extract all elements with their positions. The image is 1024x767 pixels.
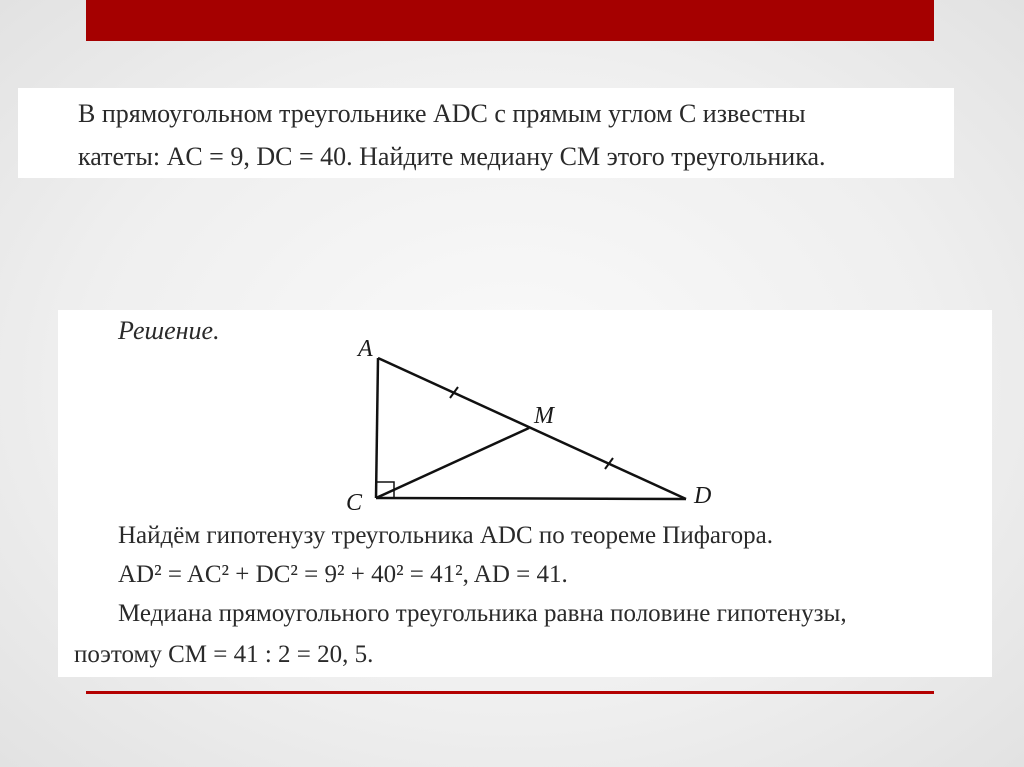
solution-box <box>58 310 992 677</box>
solution-line-4: поэтому CM = 41 : 2 = 20, 5. <box>74 641 374 668</box>
hypotenuse-ad <box>378 358 686 499</box>
side-ac <box>376 358 378 498</box>
solution-line-1: Найдём гипотенузу треугольника ADC по теореме Пифагора. <box>118 522 774 549</box>
solution-line-2: AD² = AC² + DC² = 9² + 40² = 41², AD = 41. <box>118 561 568 588</box>
median-cm <box>376 428 529 498</box>
vertex-label-c: C <box>346 490 363 516</box>
solution-title: Решение. <box>118 316 220 345</box>
top-accent-bar <box>86 0 934 41</box>
bottom-divider-rule <box>86 691 934 694</box>
problem-statement <box>78 92 958 178</box>
side-cd <box>376 498 686 499</box>
solution-line-3: Медиана прямоугольного треугольника равна половине гипотенузы, <box>118 600 847 627</box>
vertex-label-m: M <box>534 403 554 429</box>
vertex-label-d: D <box>694 483 712 509</box>
problem-box <box>18 88 954 178</box>
problem-line-2: катеты: AC = 9, DC = 40. Найдите медиану CM этого треугольника. <box>78 142 826 171</box>
vertex-label-a: A <box>358 336 373 362</box>
problem-line-1: В прямоугольном треугольнике ADC с прямым углом C известны <box>78 99 806 128</box>
